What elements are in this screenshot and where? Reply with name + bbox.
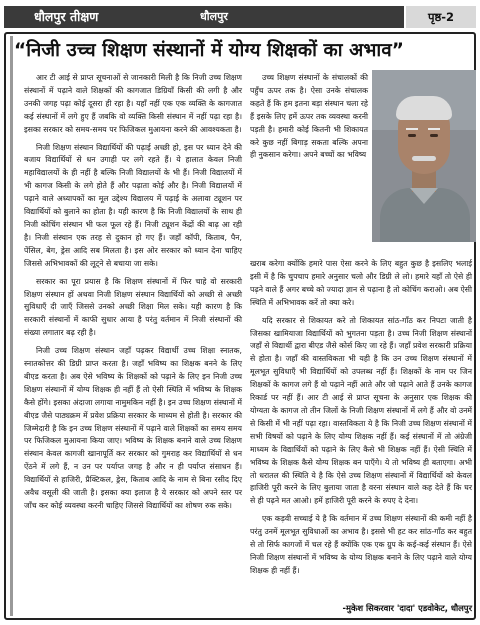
author-signature: -मुकेश सिकरवार 'दादा' एडवोकेट, धौलपुर — [342, 603, 472, 613]
article-headline: “निजी उच्च शिक्षण संस्थानों में योग्य शिक्षकों का अभाव” — [14, 40, 404, 61]
author-photo — [372, 70, 476, 242]
right-bottom-paragraph-2: यदि सरकार से शिकायत करे तो शिकायत सांठ-गाँठ कर निपटा जाती है जिसका खामियाजा विद्यार्थियों को भुगतना पड़ता है। उच्च निजी शिक्षण संस्थानों जहाँ से विद्यार्थी द्वारा बीएड जैसे कोर्स किए जा रहे हैं। जहाँ प्रवेश सरकारी प्रक्रिया से होता है। जहाँ की वास्तविकता भी यही है कि उन उच्च शिक्षण संस्थानों में मूलभूत सुविधाएँ भी विद्यार्थियों को उपलब्ध नहीं हैं। शिक्षकों के नाम पर जिन शिक्षकों के कागज लगे हैं वो पढ़ाने नहीं आते और जो पढ़ाने आते हैं उनके कागज रिकार्ड पर नहीं हैं। आर टी आई से प्राप्त सूचना के अनुसार एक शिक्षक की योग्यता के कागज तो तीन जिलों के निजी शिक्षण संस्थानों में लगे हैं और वो उनमें से किसी में भी नहीं पढ़ा रहा। वास्तविकता ये है कि निजी उच्च शिक्षण संस्थानों में सभी विषयों को पढ़ाने के लिए योग्य शिक्षक नहीं हैं। कई संस्थानों में तो अंग्रेजी माध्यम के विद्यार्थियों को पढ़ाने के लिए कैसे भी शिक्षक नहीं हैं। ऐसी स्थिति में भविष्य के शिक्षक कैसे योग्य शिक्षक बन पाएँगे। ये तो भविष्य ही बताएगा। अभी तो धरातल की स्थिति ये है कि ऐसे उच्च शिक्षण संस्थानों में विद्यार्थियों को केवल हाजिरी पूरी करने के लिए बुलाया जाता है वरना संस्थान वाले कह देते हैं कि घर से ही पढ़ने मत आओ। हमें हाजिरी पूरी करने के रुपए दे देना। — [250, 315, 472, 506]
dateline-place: धौलपुर — [200, 10, 228, 23]
right-bottom-paragraph-1: खराब करेगा क्योंकि हमारे पास ऐसा करने के लिए बहुत कुछ है इसलिए भलाई इसी में है कि चुपचाप हमारे अनुसार चलो और डिग्री ले लो। हमारे यहाँ तो ऐसे ही पढ़ने वाले हैं अगर बच्चे को ज्यादा ज्ञान से पढ़ाना है तो कोचिंग कराओ। अब ऐसी स्थिति में अभिभावक करें तो क्या करे। — [250, 259, 472, 307]
left-paragraph-3: सरकार का पूरा प्रयास है कि शिक्षण संस्थानों में फिर चाहे वो सरकारी शिक्षण संस्थान हों अथवा निजी शिक्षण संस्थान विद्यार्थियों को अच्छी से अच्छी सुविधाएँ दी जाएँ जिससे उनको अच्छी शिक्षा मिल सके। यही कारण है कि सरकारी संस्थानों में काफी सुधार आया है परंतु वर्तमान में निजी संस्थानों की संख्या लगातार बढ़ रही है। — [24, 276, 242, 338]
right-bottom-paragraph-3: एक कड़वी सच्चाई ये है कि वर्तमान में उच्च शिक्षण संस्थानों की कमी नहीं है परंतु उनमें मूलभूत सुविधाओं का अभाव है। इससे भी हट कर सांठ-गाँठ कर बहुत से तो सिर्फ कागजों में चल रहे हैं क्योंकि एक एक ग्रुप के कई-कई संस्थान हैं। ऐसे निजी शिक्षण संस्थानों में भविष्य के योग्य शिक्षक बनाने के लिए पढ़ाने वाले योग्य शिक्षक ही नहीं हैं। — [250, 514, 472, 575]
left-paragraph-4: निजी उच्च शिक्षण संस्थान जहाँ पढ़कर विद्यार्थी उच्च शिक्षा स्नातक, स्नातकोत्तर की डिग्री प्राप्त करता है। जहाँ भविष्य का शिक्षक बनने के लिए बीएड करता है। अब ऐसे भविष्य के शिक्षकों को पढ़ाने के लिए इन निजी उच्च शिक्षण संस्थानों में योग्य शिक्षक ही नहीं हैं तो ऐसी स्थिति में भविष्य के शिक्षक कैसे होंगे। इसका अंदाजा लगाया नामुमकिन नहीं है। इन उच्च शिक्षण संस्थानों में बीएड जैसे पाठ्यक्रम में प्रवेश प्रक्रिया सरकार के माध्यम से होती है। सरकार की जिम्मेदारी है कि इन उच्च शिक्षण संस्थानों में पढ़ाने वाले शिक्षकों का समय समय पर फिजिकल मुआयना किया जाए। भविष्य के शिक्षक बनाने वाले उच्च शिक्षण संस्थान केवल कागजी खानापूर्ति कर सरकार को गुमराह कर विद्यार्थियों से धन ऐंठने में लगे हैं, न उन पर पर्याप्त जगह है और न ही पर्याप्त संसाधन हैं। विद्यार्थियों से हाजिरी, प्रैक्टिकल, ड्रेस, किताब आदि के नाम से बिना रसीद दिए अवैध वसूली की जाती है। इसका क्या इलाज है ये सरकार को अपने स्तर पर जाँच कर कोई व्यवस्था करनी चाहिए जिससे विद्यार्थियों का शोषण रुक सके। — [24, 346, 242, 510]
publication-name: धौलपुर तीक्षण — [34, 9, 99, 24]
left-paragraph-1: आर टी आई से प्राप्त सूचनाओं से जानकारी मिली है कि निजी उच्च शिक्षण संस्थानों में पढ़ाने वाले शिक्षकों की कागजात डिग्रियाँ किसी की लगी है और उनकी जगह पढ़ा कोई दूसरा ही रहा है। यहाँ नहीं एक एक व्यक्ति के कागजात कई संस्थानों में लगे हुए हैं जबकि वो व्यक्ति किसी संस्थान में नहीं पढ़ा रहा है। इसका सरकार को समय-समय पर फिजिकल मुआयना करने की आवश्यकता है। — [24, 73, 242, 134]
left-paragraph-2: निजी शिक्षण संस्थान विद्यार्थियों की पढ़ाई अच्छी हो, इस पर ध्यान देने की बजाय विद्यार्थियों से धन उगाही पर लगे रहते हैं। ये हालात केवल निजी महाविद्यालयों के ही नहीं है बल्कि निजी विद्यालयों के भी हैं। निजी विद्यालयों में भी कागज किसी के लगे होते हैं और पढ़ाता कोई और है। निजी विद्यालयों में पढ़ाने वाले अध्यापकों का मूल उद्देश्य विद्यालय में पढ़ाई के अलावा ट्यूशन पर विद्यार्थियों को बुलाने का होता है। यही कारण है कि निजी विद्यालयों के साथ ही निजी कोचिंग संस्थान भी फल फूल रहे हैं। निजी ट्यूशन केंद्रों की बाढ़ आ रही है। निजी संस्थान एक तरह से दुकान हो गए हैं। जहाँ कॉपी, किताब, पैन, पेंसिल, बेग, ड्रेस आदि सब मिलता है। इस ओर सरकार को ध्यान देना चाहिए जिससे अभिभावकों की लूट्ने से बचाया जा सके। — [24, 142, 242, 268]
left-rule — [10, 36, 13, 616]
right-top-paragraph-1: उच्च शिक्षण संस्थानों के संचालकों की पहुँच ऊपर तक है। ऐसा उनके संचालक कहते हैं कि हम इतना बड़ा संस्थान चला रहे हैं इसके लिए हमें ऊपर तक व्यवस्था करनी पड़ती है। हमारी कोई कितनी भी शिकायत करे कुछ नहीं बिगाड़ सकता बल्कि अपना ही नुकसान करेगा। अपने बच्चों का भविष्य — [250, 73, 368, 160]
right-column-top — [250, 72, 368, 167]
page-header — [4, 6, 476, 28]
page-number: पृष्ठ-2 — [404, 6, 476, 28]
right-column-bottom — [250, 258, 472, 583]
left-column — [24, 72, 242, 518]
